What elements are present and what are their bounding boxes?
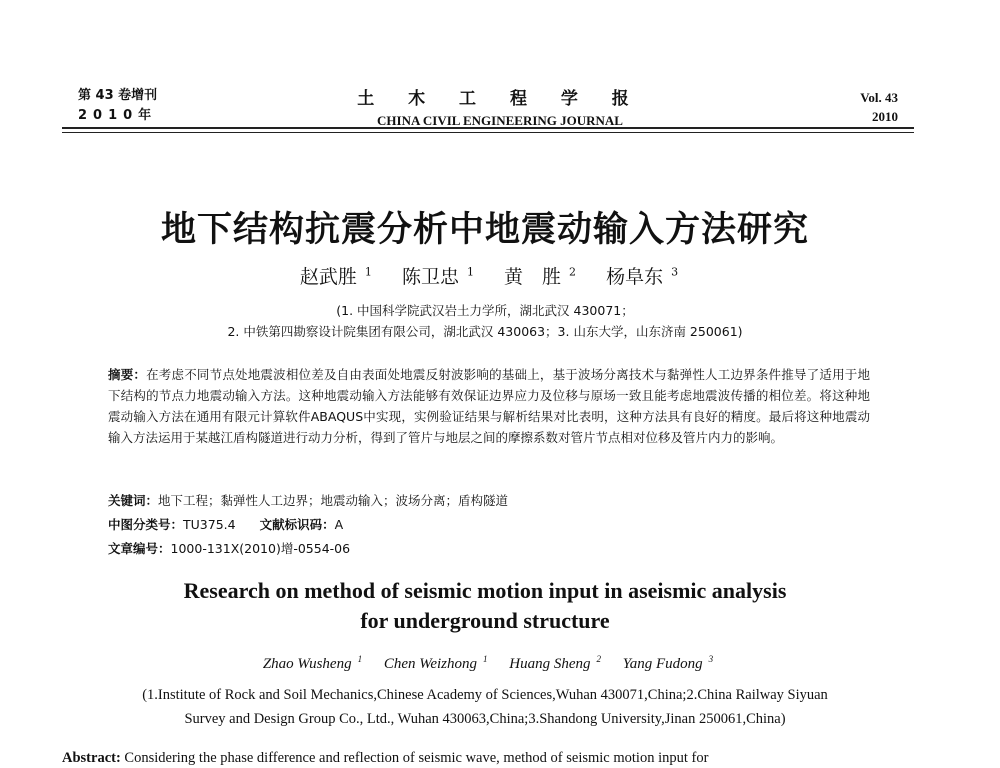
journal-name-block: [300, 84, 700, 129]
author-name: 杨阜东: [606, 266, 664, 288]
paper-title-en-line: for underground structure: [360, 608, 610, 633]
header-rule-thick: [62, 127, 914, 129]
author-en: [503, 656, 601, 672]
author-name: Zhao Wusheng: [262, 656, 352, 672]
affiliation-line: (1.Institute of Rock and Soil Mechanics,Chinese Academy of Sciences,Wuhan 430071,China;2.China Railway Siyuan: [142, 687, 828, 703]
author-list-cn: [0, 262, 970, 289]
author-name: Huang Sheng: [509, 656, 591, 672]
doc-code-value: A: [334, 517, 344, 532]
abstract-en-text: Considering the phase difference and reflection of seismic wave, method of seismic motion input for: [124, 750, 709, 766]
author-affiliation-mark: 1: [466, 265, 474, 279]
author-cn: [292, 266, 372, 288]
journal-volume-en-block: [860, 88, 898, 126]
keywords-cn-text: 地下工程；黏弹性人工边界；地震动输入；波场分离；盾构隧道: [158, 493, 509, 508]
paper-title-en: [0, 576, 970, 636]
clc-label: 中图分类号：: [108, 517, 184, 532]
article-id-value: 1000-131X(2010)增-0554-06: [170, 541, 351, 556]
abstract-cn-text: 在考虑不同节点处地震波相位差及自由表面处地震反射波影响的基础上，基于波场分离技术与黏弹性人工边界条件推导了适用于地下结构的节点力地震动输入方法。这种地震动输入方法能够有效保证边界应力及位移与原场一致且能考虑地震波传播的相位差。将这种地震动输入方法在通用有限元计算软件ABAQUS中实现，实例验证结果与解析结果对比表明，这种方法具有良好的精度。最后将这种地震动输入方法运用于某越江盾构隧道进行动力分析，得到了管片与地层之间的摩擦系数对管片节点相对位移及管片内力的影响。: [108, 367, 870, 445]
author-affiliation-mark: 3: [671, 265, 679, 279]
article-id-line: [108, 539, 350, 559]
paper-title-en-line: Research on method of seismic motion input in aseismic analysis: [183, 578, 787, 603]
journal-volume-block: [78, 86, 157, 126]
author-name: 赵武胜: [299, 266, 357, 288]
affiliations-cn: [0, 300, 970, 342]
abstract-en: [62, 748, 932, 768]
author-affiliation-mark: 2: [596, 654, 602, 664]
classification-line: [108, 515, 343, 535]
volume-en: Vol. 43: [860, 90, 898, 105]
author-en: [617, 656, 713, 672]
paper-title-cn: 地下结构抗震分析中地震动输入方法研究: [160, 210, 809, 250]
author-affiliation-mark: 1: [483, 654, 488, 664]
year-cn: 2010年: [78, 108, 158, 123]
volume-cn: 第 43 卷增刊: [78, 88, 158, 103]
affiliation-line: Survey and Design Group Co., Ltd., Wuhan 430063,China;3.Shandong University,Jinan 250061,China): [184, 711, 786, 727]
author-cn: [394, 266, 474, 288]
affiliation-line: 2. 中铁第四勘察设计院集团有限公司，湖北武汉 430063；3. 山东大学，山东济南 250061): [227, 324, 743, 339]
journal-name-en: CHINA CIVIL ENGINEERING JOURNAL: [377, 113, 623, 128]
author-list-en: [0, 654, 970, 673]
doc-code-label: 文献标识码：: [259, 517, 335, 532]
author-affiliation-mark: 1: [364, 265, 372, 279]
author-en: [257, 656, 362, 672]
author-name: 陈卫忠: [401, 266, 459, 288]
author-affiliation-mark: 3: [708, 654, 714, 664]
abstract-cn-label: 摘要：: [108, 367, 147, 382]
author-name: Yang Fudong: [622, 656, 703, 672]
header-rule-thin: [62, 132, 914, 133]
author-cn: [496, 266, 576, 288]
clc-value: TU375.4: [183, 517, 236, 532]
journal-name-cn: 土 木 工 程 学 报: [357, 89, 643, 109]
keywords-cn: [108, 491, 508, 511]
abstract-cn: [108, 364, 870, 448]
affiliations-en: [0, 683, 970, 731]
author-affiliation-mark: 2: [569, 265, 577, 279]
author-name: 黄 胜: [504, 266, 562, 288]
abstract-en-label: Abstract:: [62, 750, 121, 766]
author-affiliation-mark: 1: [357, 654, 363, 664]
author-name: Chen Weizhong: [383, 656, 478, 672]
affiliation-line: (1. 中国科学院武汉岩土力学所，湖北武汉 430071；: [336, 303, 634, 318]
keywords-cn-label: 关键词：: [108, 493, 159, 508]
article-id-label: 文章编号：: [108, 541, 171, 556]
author-en: [378, 656, 488, 672]
author-cn: [598, 266, 678, 288]
year-en: 2010: [872, 109, 898, 124]
